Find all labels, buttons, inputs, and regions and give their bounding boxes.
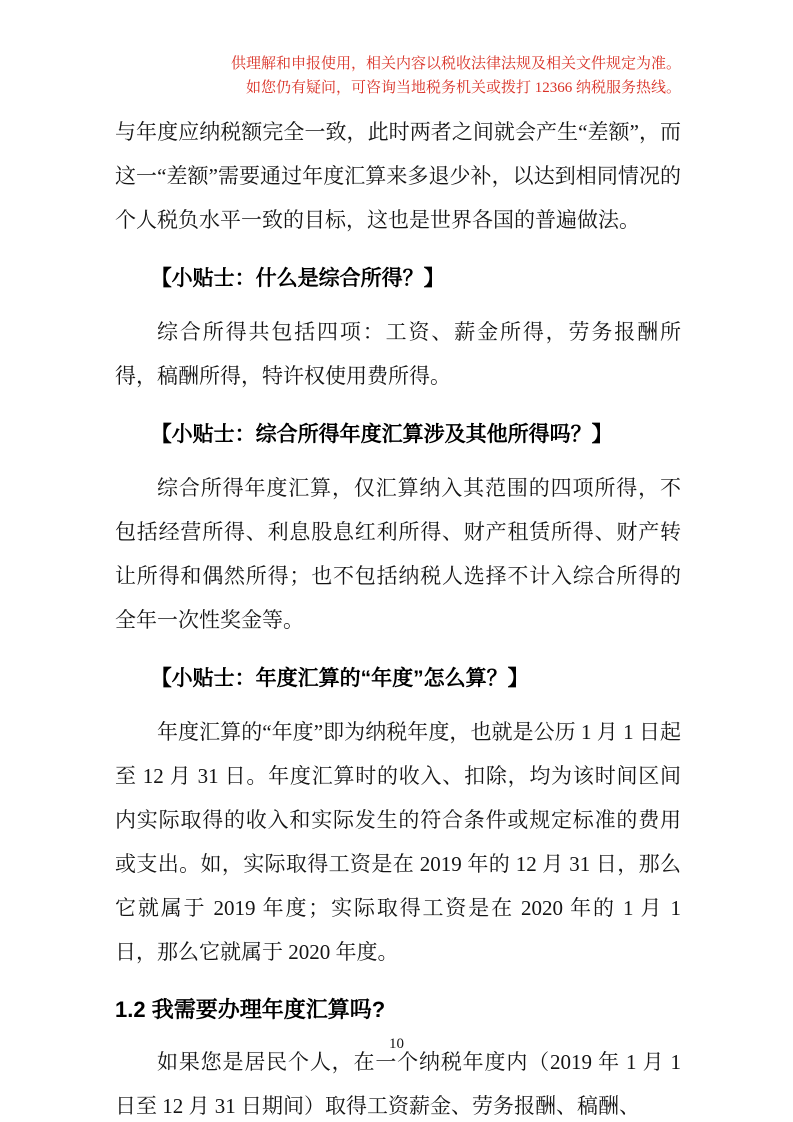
tip-heading-year-definition: 【小贴士：年度汇算的“年度”怎么算？】 — [150, 667, 529, 690]
header-disclaimer-line2: 如您仍有疑问，可咨询当地税务机关或拨打 12366 纳税服务热线。 — [245, 80, 681, 96]
tip-body-other-income: 综合所得年度汇算，仅汇算纳入其范围的四项所得，不包括经营所得、利息股息红利所得、财产租赁所得、财产转让所得和偶然所得；也不包括纳税人选择不计入综合所得的全年一次性奖金等。 — [115, 476, 681, 632]
intro-paragraph: 与年度应纳税额完全一致，此时两者之间就会产生“差额”，而这一“差额”需要通过年度汇算来多退少补，以达到相同情况的个人税负水平一致的目标，这也是世界各国的普遍做法。 — [115, 120, 681, 232]
section-heading-1-2: 1.2 我需要办理年度汇算吗? — [115, 997, 386, 1022]
tip-heading-other-income: 【小贴士：综合所得年度汇算涉及其他所得吗？】 — [150, 423, 613, 446]
tip-heading-comprehensive-income: 【小贴士：什么是综合所得？】 — [150, 267, 445, 290]
section-1-2-paragraph: 如果您是居民个人，在一个纳税年度内（2019 年 1 月 1 日至 12 月 31 日期间）取得工资薪金、劳务报酬、稿酬、 — [115, 1050, 681, 1118]
page-content — [115, 110, 681, 1122]
tip-body-year-definition: 年度汇算的“年度”即为纳税年度，也就是公历 1 月 1 日起至 12 月 31 日。年度汇算时的收入、扣除，均为该时间区间内实际取得的收入和实际发生的符合条件或规定标准的费用或支出。如，实际取得工资是在 2019 年的 12 月 31 日，那么它就属于 2019 年度；实际取得工资是在 2020 年的 1 月 1 日，那么它就属于 2020 年度。 — [115, 720, 681, 964]
header-disclaimer-line1: 供理解和申报使用，相关内容以税收法律法规及相关文件规定为准。 — [230, 56, 681, 72]
page-number: 10 — [389, 1036, 404, 1052]
tip-body-comprehensive-income: 综合所得共包括四项：工资、薪金所得，劳务报酬所得，稿酬所得，特许权使用费所得。 — [115, 320, 681, 388]
header-disclaimer — [115, 52, 681, 100]
